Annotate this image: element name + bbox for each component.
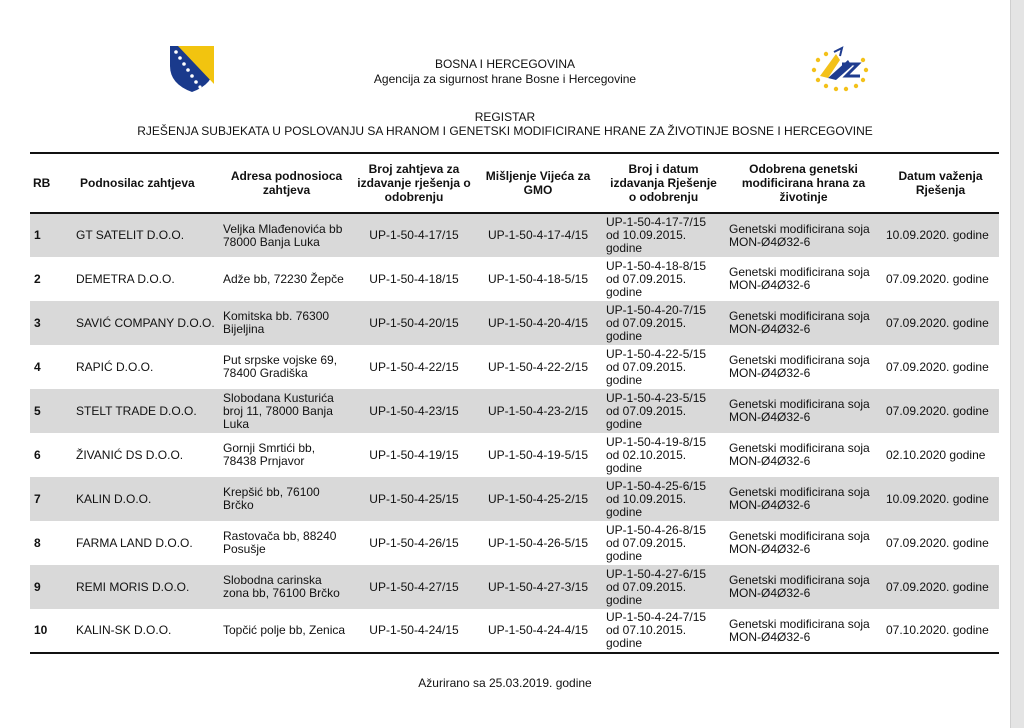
rjesenje-suffix: godine (606, 636, 643, 650)
cell-adresa: Topčić polje bb, Zenica (223, 623, 346, 637)
header-misljenje: Mišljenje Vijeća za GMO (485, 169, 591, 197)
cell-rjesenje (602, 301, 725, 345)
country-title: BOSNA I HERCEGOVINA (434, 57, 576, 71)
table-header-row (30, 153, 999, 213)
cell-misljenje: UP-1-50-4-20-4/15 (487, 315, 589, 330)
rjesenje-suffix: godine (606, 504, 643, 519)
cell-broj: UP-1-50-4-20/15 (369, 315, 459, 330)
register-subtitle: RJEŠENJA SUBJEKATA U POSLOVANJU SA HRANOM I GENETSKI MODIFICIRANE HRANE ZA ŽIVOTINJE BOSNE I HERCEGOVINE (137, 124, 873, 138)
cell-hrana: Genetski modificirana soja MON-Ø4Ø32-6 (729, 573, 870, 600)
cell-datum: 07.10.2020. godine (886, 623, 989, 637)
cell-misljenje: UP-1-50-4-24-4/15 (487, 623, 589, 637)
cell-adresa: Put srpske vojske 69, 78400 Gradiška (223, 353, 338, 380)
cell-misljenje: UP-1-50-4-26-5/15 (487, 535, 589, 550)
rjesenje-number: UP-1-50-4-19-8/15 (606, 434, 707, 449)
cell-rb: 1 (34, 228, 41, 242)
cell-rb: 8 (34, 535, 41, 550)
cell-hrana: Genetski modificirana soja MON-Ø4Ø32-6 (729, 353, 870, 380)
cell-broj: UP-1-50-4-25/15 (369, 491, 459, 506)
rjesenje-suffix: godine (606, 592, 643, 607)
cell-misljenje: UP-1-50-4-19-5/15 (487, 447, 589, 462)
rjesenje-date: od 07.09.2015. (606, 535, 687, 550)
rjesenje-number: UP-1-50-4-24-7/15 (606, 610, 707, 624)
cell-adresa: Adže bb, 72230 Žepče (223, 271, 344, 286)
table-body (30, 213, 999, 653)
cell-datum: 10.09.2020. godine (886, 228, 989, 242)
cell-datum: 02.10.2020 godine (886, 447, 986, 462)
cell-datum: 07.09.2020. godine (886, 579, 989, 594)
cell-broj: UP-1-50-4-27/15 (369, 579, 459, 594)
table-row (30, 389, 999, 433)
cell-hrana: Genetski modificirana soja MON-Ø4Ø32-6 (729, 485, 870, 512)
cell-podnosilac: DEMETRA D.O.O. (76, 271, 175, 286)
cell-misljenje: UP-1-50-4-17-4/15 (487, 228, 589, 242)
cell-podnosilac: FARMA LAND D.O.O. (76, 535, 193, 550)
cell-podnosilac: SAVIĆ COMPANY D.O.O. (76, 315, 215, 330)
header-datum: Datum važenja Rješenja (898, 169, 983, 197)
cell-podnosilac: KALIN-SK D.O.O. (76, 623, 172, 637)
rjesenje-suffix: godine (606, 328, 643, 343)
cell-hrana: Genetski modificirana soja MON-Ø4Ø32-6 (729, 265, 870, 292)
table-row (30, 477, 999, 521)
cell-datum: 07.09.2020. godine (886, 403, 989, 418)
cell-adresa: Gornji Smrtići bb, 78438 Prnjavor (223, 441, 316, 468)
cell-misljenje: UP-1-50-4-18-5/15 (487, 271, 589, 286)
updated-note: Ažurirano sa 25.03.2019. godine (418, 676, 592, 690)
header-podnosilac: Podnosilac zahtjeva (80, 176, 195, 190)
rjesenje-date: od 10.09.2015. (606, 228, 687, 242)
cell-broj: UP-1-50-4-18/15 (369, 271, 459, 286)
cell-misljenje: UP-1-50-4-25-2/15 (487, 491, 589, 506)
rjesenje-number: UP-1-50-4-27-6/15 (606, 566, 707, 581)
table-row (30, 301, 999, 345)
cell-broj: UP-1-50-4-22/15 (369, 359, 459, 374)
cell-adresa: Slobodna carinska zona bb, 76100 Brčko (223, 573, 340, 600)
cell-rb: 5 (34, 403, 41, 418)
cell-datum: 07.09.2020. godine (886, 535, 989, 550)
cell-misljenje: UP-1-50-4-22-2/15 (487, 359, 589, 374)
rjesenje-number: UP-1-50-4-25-6/15 (606, 478, 707, 493)
register-title: REGISTAR (474, 110, 536, 124)
table-row (30, 521, 999, 565)
rjesenje-suffix: godine (606, 548, 643, 563)
rjesenje-date: od 07.09.2015. (606, 271, 687, 286)
cell-podnosilac: REMI MORIS D.O.O. (76, 579, 190, 594)
cell-podnosilac: GT SATELIT D.O.O. (76, 228, 185, 242)
rjesenje-date: od 07.09.2015. (606, 403, 687, 418)
cell-datum: 07.09.2020. godine (886, 315, 989, 330)
cell-datum: 07.09.2020. godine (886, 359, 989, 374)
cell-podnosilac: RAPIĆ D.O.O. (76, 359, 154, 374)
cell-hrana: Genetski modificirana soja MON-Ø4Ø32-6 (729, 441, 870, 468)
cell-broj: UP-1-50-4-23/15 (369, 403, 459, 418)
rjesenje-number: UP-1-50-4-22-5/15 (606, 346, 707, 361)
cell-rjesenje (602, 257, 725, 301)
cell-broj: UP-1-50-4-19/15 (369, 447, 459, 462)
cell-hrana: Genetski modificirana soja MON-Ø4Ø32-6 (729, 309, 870, 336)
table-row (30, 565, 999, 609)
cell-hrana: Genetski modificirana soja MON-Ø4Ø32-6 (729, 397, 870, 424)
cell-rb: 4 (34, 359, 41, 374)
cell-hrana: Genetski modificirana soja MON-Ø4Ø32-6 (729, 221, 870, 249)
cell-broj: UP-1-50-4-17/15 (369, 228, 459, 242)
rjesenje-date: od 07.09.2015. (606, 359, 687, 374)
cell-broj: UP-1-50-4-26/15 (369, 535, 459, 550)
cell-rb: 9 (34, 579, 41, 594)
cell-podnosilac: KALIN D.O.O. (76, 491, 152, 506)
table-row (30, 345, 999, 389)
cell-rjesenje (602, 477, 725, 521)
agency-logo-icon (806, 46, 872, 94)
cell-podnosilac: ŽIVANIĆ DS D.O.O. (76, 447, 184, 462)
rjesenje-date: od 07.09.2015. (606, 315, 687, 330)
header-broj: Broj zahtjeva za izdavanje rješenja o odobrenju (357, 162, 471, 204)
agency-title: Agencija za sigurnost hrane Bosne i Hercegovine (373, 72, 637, 86)
cell-podnosilac: STELT TRADE D.O.O. (76, 403, 197, 418)
rjesenje-number: UP-1-50-4-26-8/15 (606, 522, 707, 537)
rjesenje-number: UP-1-50-4-23-5/15 (606, 390, 707, 405)
cell-rjesenje (602, 389, 725, 433)
cell-rb: 2 (34, 271, 41, 286)
cell-hrana: Genetski modificirana soja MON-Ø4Ø32-6 (729, 529, 870, 556)
cell-rjesenje (602, 521, 725, 565)
cell-datum: 10.09.2020. godine (886, 491, 989, 506)
rjesenje-number: UP-1-50-4-18-8/15 (606, 258, 707, 273)
rjesenje-suffix: godine (606, 284, 643, 299)
rjesenje-date: od 07.10.2015. (606, 623, 687, 637)
cell-hrana: Genetski modificirana soja MON-Ø4Ø32-6 (729, 616, 870, 644)
rjesenje-suffix: godine (606, 416, 643, 431)
cell-broj: UP-1-50-4-24/15 (369, 623, 459, 637)
rjesenje-suffix: godine (606, 241, 643, 255)
rjesenje-date: od 02.10.2015. (606, 447, 687, 462)
table-row (30, 257, 999, 301)
table-row (30, 213, 999, 257)
cell-rb: 10 (34, 623, 48, 637)
cell-rjesenje (602, 345, 725, 389)
cell-rjesenje (602, 565, 725, 609)
header-adresa: Adresa podnosioca zahtjeva (230, 169, 343, 197)
cell-rjesenje (602, 213, 725, 257)
cell-rb: 6 (34, 447, 41, 462)
register-table (30, 152, 999, 654)
cell-adresa: Krepšić bb, 76100 Brčko (223, 485, 320, 512)
cell-rb: 3 (34, 315, 41, 330)
cell-misljenje: UP-1-50-4-27-3/15 (487, 579, 589, 594)
rjesenje-date: od 07.09.2015. (606, 579, 687, 594)
cell-misljenje: UP-1-50-4-23-2/15 (487, 403, 589, 418)
cell-rb: 7 (34, 491, 41, 506)
rjesenje-suffix: godine (606, 372, 643, 387)
cell-adresa: Slobodana Kusturića broj 11, 78000 Banja Luka (223, 390, 334, 431)
cell-rjesenje (602, 433, 725, 477)
rjesenje-number: UP-1-50-4-17-7/15 (606, 215, 707, 229)
header-rjesenje: Broj i datum izdavanja Rješenje o odobrenju (610, 162, 717, 204)
cell-adresa: Komitska bb. 76300 Bijeljina (223, 309, 330, 336)
rjesenje-number: UP-1-50-4-20-7/15 (606, 302, 707, 317)
table-row (30, 609, 999, 653)
rjesenje-date: od 10.09.2015. (606, 491, 687, 506)
cell-rjesenje (602, 609, 725, 653)
table-row (30, 433, 999, 477)
cell-adresa: Veljka Mlađenovića bb 78000 Banja Luka (223, 221, 343, 249)
cell-datum: 07.09.2020. godine (886, 271, 989, 286)
viewer-scroll-edge[interactable] (1010, 0, 1024, 728)
header-rb: RB (33, 176, 51, 190)
header-hrana: Odobrena genetski modificirana hrana za životinje (741, 162, 866, 204)
cell-adresa: Rastovača bb, 88240 Posušje (223, 529, 337, 556)
rjesenje-suffix: godine (606, 460, 643, 475)
